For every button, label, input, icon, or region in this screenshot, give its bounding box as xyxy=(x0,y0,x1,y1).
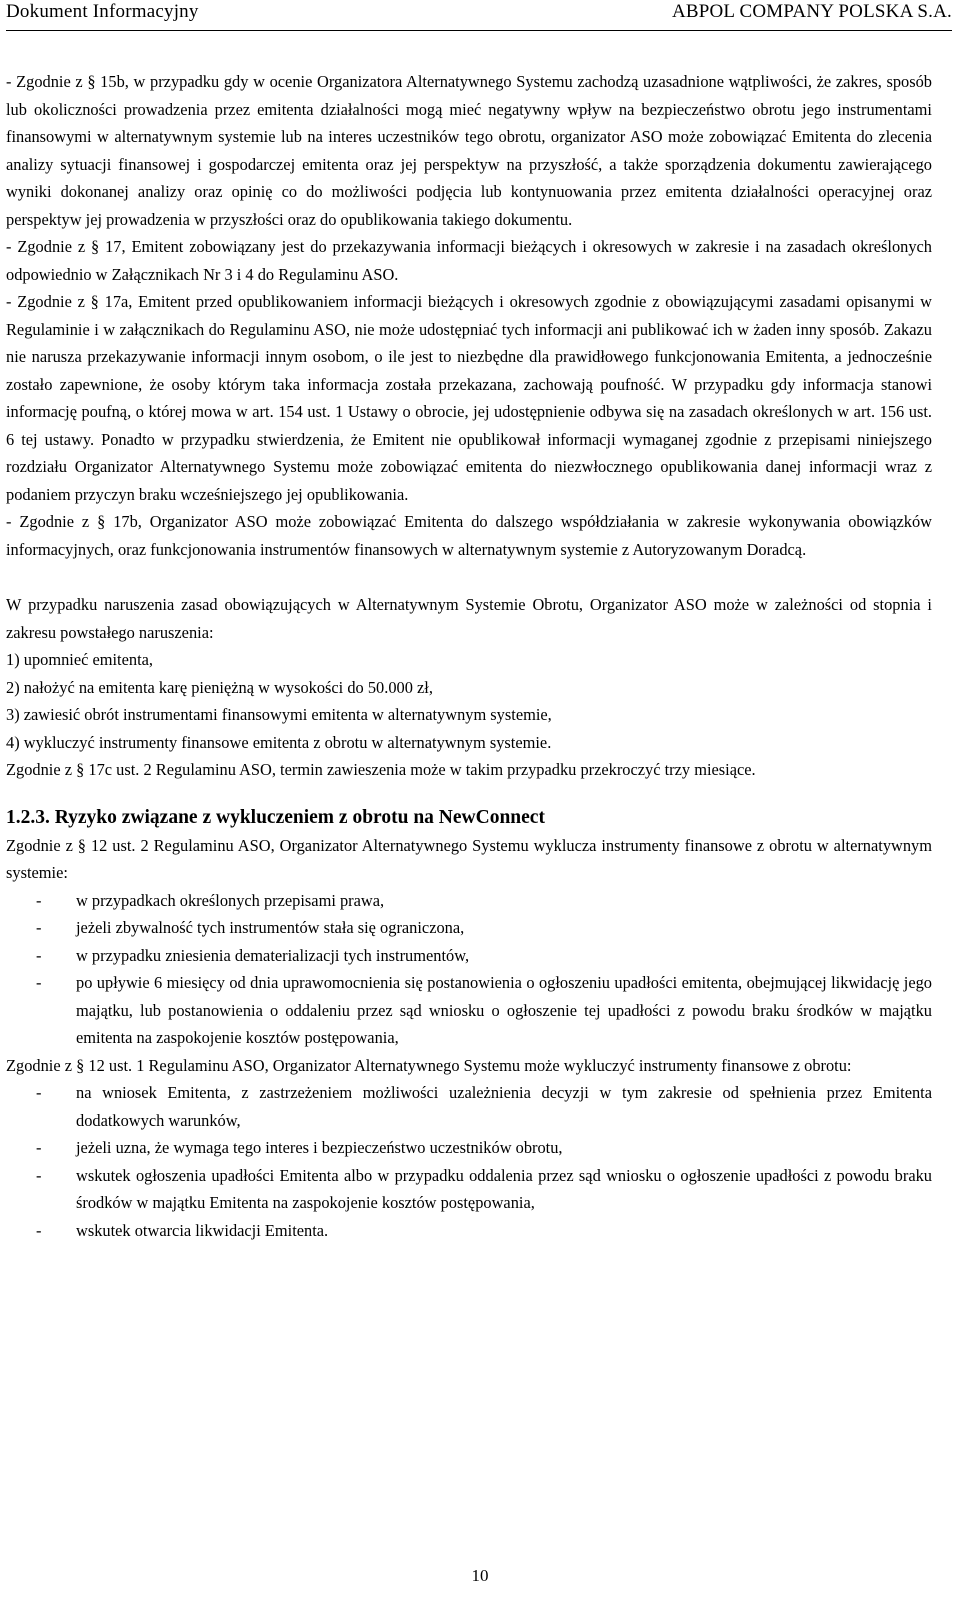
document-title: Dokument Informacyjny xyxy=(6,1,199,22)
mandatory-exclusion-list xyxy=(6,887,932,1052)
dash-marker: - xyxy=(36,1220,42,1240)
page-number: 10 xyxy=(471,1566,489,1585)
dash-marker: - xyxy=(36,973,42,992)
dash-marker: - xyxy=(36,918,42,937)
company-name: ABPOL COMPANY POLSKA S.A. xyxy=(671,1,952,22)
list-item: - wskutek ogłoszenia upadłości Emitenta albo w przypadku oddalenia przez sąd wniosku o ogłoszenie upadłości z powodu braku środków w majątku Emitenta na zaspokojenie kosztów postępowania, xyxy=(6,1162,932,1217)
list-item: - w przypadkach określonych przepisami prawa, xyxy=(6,887,932,915)
dash-marker: - xyxy=(36,945,42,965)
mandatory-exclusion-intro: Zgodnie z § 12 ust. 2 Regulaminu ASO, Organizator Alternatywnego Systemu wyklucza instrumenty finansowe z obrotu w alternatywnym systemie: xyxy=(6,835,932,882)
optional-exclusion-intro: Zgodnie z § 12 ust. 1 Regulaminu ASO, Organizator Alternatywnego Systemu może wykluczyć instrumenty finansowe z obrotu: xyxy=(6,1055,852,1075)
paragraph-17: - Zgodnie z § 17, Emitent zobowiązany jest do przekazywania informacji bieżących i okresowych w zakresie i na zasadach określonych odpowiednio w Załącznikach Nr 3 i 4 do Regulaminu ASO. xyxy=(6,237,932,284)
paragraph-17b: - Zgodnie z § 17b, Organizator ASO może zobowiązać Emitenta do dalszego współdziałania w zakresie wykonywania obowiązków informacyjnych, oraz funkcjonowania instrumentów finansowych w alternatywnym systemie z Autoryzowanym Doradcą. xyxy=(6,512,932,559)
optional-exclusion-list xyxy=(6,1079,932,1244)
sanction-item: 1) upomnieć emitenta, xyxy=(6,650,154,669)
document-body xyxy=(6,68,932,1244)
list-item: - na wniosek Emitenta, z zastrzeżeniem możliwości uzależnienia decyzji w tym zakresie od spełnienia przez Emitenta dodatkowych warunków, xyxy=(6,1079,932,1134)
dash-marker: - xyxy=(36,1165,42,1185)
section-heading: 1.2.3. Ryzyko związane z wykluczeniem z obrotu na NewConnect xyxy=(6,806,545,828)
suspension-note: Zgodnie z § 17c ust. 2 Regulaminu ASO, termin zawieszenia może w takim przypadku przekroczyć trzy miesiące. xyxy=(6,760,756,779)
list-item: - po upływie 6 miesięcy od dnia uprawomocnienia się postanowienia o ogłoszeniu upadłości emitenta, obejmującej likwidację jego majątku, lub postanowienia o oddaleniu przez sąd wniosku o ogłoszenie tej upadłości z powodu braku środków w majątku emitenta na zaspokojenie kosztów postępowania, xyxy=(6,969,932,1052)
dash-marker: - xyxy=(36,1083,42,1102)
page-header xyxy=(6,0,952,26)
paragraph-17a: - Zgodnie z § 17a, Emitent przed opublikowaniem informacji bieżących i okresowych zgodnie z obowiązującymi zasadami opisanymi w Regulaminie i w załącznikach do Regulaminu ASO, nie może udostępniać tych informacji ani publikować ich w żaden inny sposób. Zakazu nie narusza przekazywanie informacji innym osobom, o ile jest to niezbędne dla prawidłowego funkcjonowania Emitenta, a jednocześnie zostało zapewnione, że osoby którym taka informacja została przekazana, zachowają poufność. W przypadku gdy informacja stanowi informację poufną, o której mowa w art. 154 ust. 1 Ustawy o obrocie, jej udostępnienie odbywa się na zasadach określonych w art. 156 ust. 6 tej ustawy. Ponadto w przypadku stwierdzenia, że Emitent nie opublikował informacji wymaganej zgodnie z przepisami niniejszego rozdziału Organizator Alternatywnego Systemu może zobowiązać emitenta do niezwłocznego opublikowania danej informacji wraz z podaniem przyczyn braku wcześniejszego jej opublikowania. xyxy=(6,292,932,504)
sanction-item: 2) nałożyć na emitenta karę pieniężną w wysokości do 50.000 zł, xyxy=(6,677,433,697)
list-item: - wskutek otwarcia likwidacji Emitenta. xyxy=(6,1217,932,1245)
dash-marker: - xyxy=(36,1138,42,1157)
list-item: - jeżeli zbywalność tych instrumentów stała się ograniczona, xyxy=(6,914,932,942)
list-item: - w przypadku zniesienia dematerializacji tych instrumentów, xyxy=(6,942,932,970)
header-rule xyxy=(6,30,952,31)
paragraph-15b: - Zgodnie z § 15b, w przypadku gdy w ocenie Organizatora Alternatywnego Systemu zachodzą uzasadnione wątpliwości, że zakres, sposób lub okoliczności prowadzenia przez emitenta działalności mogą mieć negatywny wpływ na bezpieczeństwo obrotu jego instrumentami finansowymi w alternatywnym systemie lub na interes uczestników tego obrotu, organizator ASO może zobowiązać Emitenta do zlecenia analizy sytuacji finansowej i gospodarczej emitenta oraz jej perspektyw na przyszłość, a także sporządzenia dokumentu zawierającego wyniki dokonanej analizy oraz opinię co do możliwości podjęcia lub kontynuowania przez emitenta działalności operacyjnej oraz perspektyw jej prowadzenia w przyszłości oraz do opublikowania takiego dokumentu. xyxy=(6,72,932,229)
list-item: - jeżeli uzna, że wymaga tego interes i bezpieczeństwo uczestników obrotu, xyxy=(6,1134,932,1162)
dash-marker: - xyxy=(36,890,42,910)
sanctions-intro: W przypadku naruszenia zasad obowiązujących w Alternatywnym Systemie Obrotu, Organizator ASO może w zależności od stopnia i zakresu powstałego naruszenia: xyxy=(6,595,932,642)
sanction-item: 4) wykluczyć instrumenty finansowe emitenta z obrotu w alternatywnym systemie. xyxy=(6,732,552,752)
sanction-item: 3) zawiesić obrót instrumentami finansowymi emitenta w alternatywnym systemie, xyxy=(6,705,552,724)
